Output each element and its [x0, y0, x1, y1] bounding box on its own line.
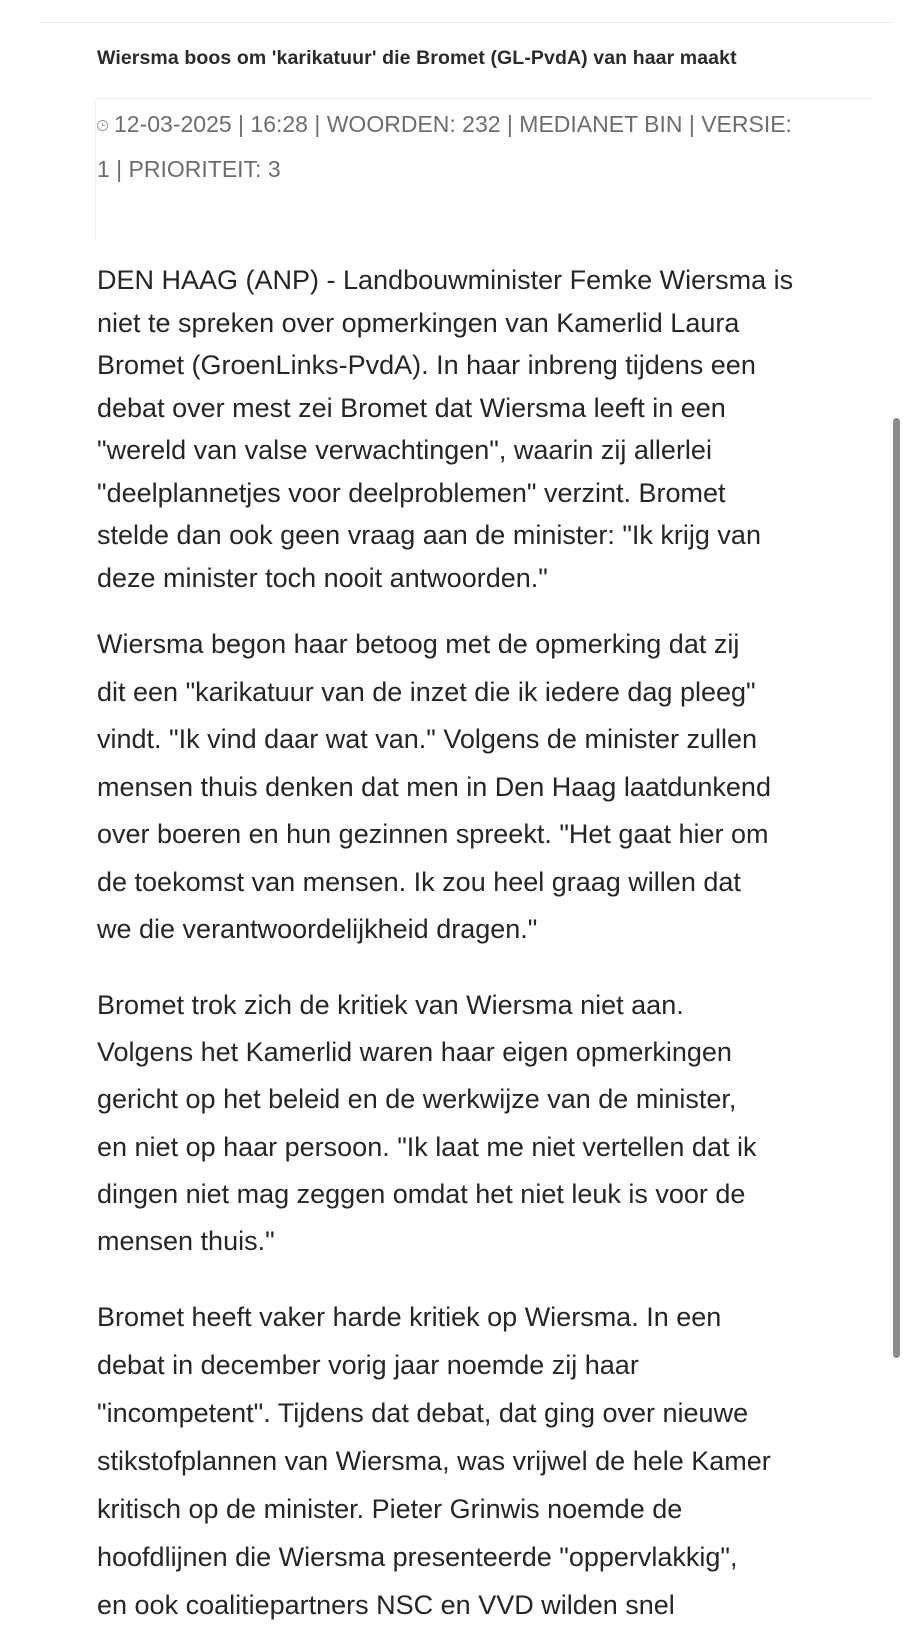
text-line: Volgens het Kamerlid waren haar eigen opmerkingen	[97, 1037, 732, 1068]
article-meta	[97, 102, 877, 192]
text-line: "incompetent". Tijdens dat debat, dat ging over nieuwe	[97, 1398, 749, 1428]
text-line: mensen thuis."	[97, 1226, 275, 1257]
text-line: niet te spreken over opmerkingen van Kamerlid Laura	[97, 307, 740, 338]
meta-line: 1 | PRIORITEIT: 3	[97, 156, 281, 182]
text-line: "deelplannetjes voor deelproblemen" verzint. Bromet	[97, 477, 726, 508]
meta-line: 12-03-2025 | 16:28 | WOORDEN: 232 | MEDIANET BIN | VERSIE:	[97, 102, 877, 147]
text-line: Wiersma begon haar betoog met de opmerking dat zij	[97, 629, 740, 659]
text-line: we die verantwoordelijkheid dragen."	[97, 914, 538, 944]
article-title: Wiersma boos om 'karikatuur' die Bromet (GL-PvdA) van haar maakt	[97, 47, 737, 69]
paragraph-4	[97, 1293, 887, 1629]
text-line: stikstofplannen van Wiersma, was vrijwel de hele Kamer	[97, 1446, 771, 1476]
paragraph-3	[97, 982, 887, 1265]
text-line: hoofdlijnen die Wiersma presenteerde "oppervlakkig",	[97, 1542, 738, 1572]
text-line: mensen thuis denken dat men in Den Haag laatdunkend	[97, 771, 771, 802]
top-divider	[40, 22, 892, 23]
text-line: vindt. "Ik vind daar wat van." Volgens de minister zullen	[97, 724, 758, 754]
text-line: de toekomst van mensen. Ik zou heel graag willen dat	[97, 866, 741, 897]
text-line: dingen niet mag zeggen omdat het niet leuk is voor de	[97, 1178, 746, 1209]
text-line: Bromet trok zich de kritiek van Wiersma niet aan.	[97, 990, 684, 1020]
content-edge	[95, 100, 96, 240]
paragraph-1	[97, 259, 887, 599]
clock-icon	[97, 120, 108, 131]
text-line: en ook coalitiepartners NSC en VVD wilden snel	[97, 1590, 675, 1620]
text-line: stelde dan ook geen vraag aan de minister: "Ik krijg van	[97, 520, 761, 550]
text-line: Bromet heeft vaker harde kritiek op Wiersma. In een	[97, 1302, 722, 1332]
text-line: debat over mest zei Bromet dat Wiersma leeft in een	[97, 392, 726, 423]
text-line: DEN HAAG (ANP) - Landbouwminister Femke Wiersma is	[97, 265, 794, 295]
text-line: debat in december vorig jaar noemde zij haar	[97, 1350, 639, 1380]
text-line: over boeren en hun gezinnen spreekt. "Het gaat hier om	[97, 819, 769, 849]
text-line: deze minister toch nooit antwoorden."	[97, 562, 548, 593]
text-line: dit een "karikatuur van de inzet die ik iedere dag pleeg"	[97, 676, 756, 707]
text-line: "wereld van valse verwachtingen", waarin zij allerlei	[97, 435, 712, 465]
text-line: gericht op het beleid en de werkwijze van de minister,	[97, 1084, 737, 1115]
meta-divider	[97, 98, 872, 99]
text-line: kritisch op de minister. Pieter Grinwis noemde de	[97, 1494, 683, 1524]
paragraph-2	[97, 621, 887, 954]
text-line: en niet op haar persoon. "Ik laat me niet vertellen dat ik	[97, 1131, 757, 1162]
text-line: Bromet (GroenLinks-PvdA). In haar inbreng tijdens een	[97, 350, 756, 380]
vertical-scrollbar[interactable]	[893, 418, 900, 1358]
